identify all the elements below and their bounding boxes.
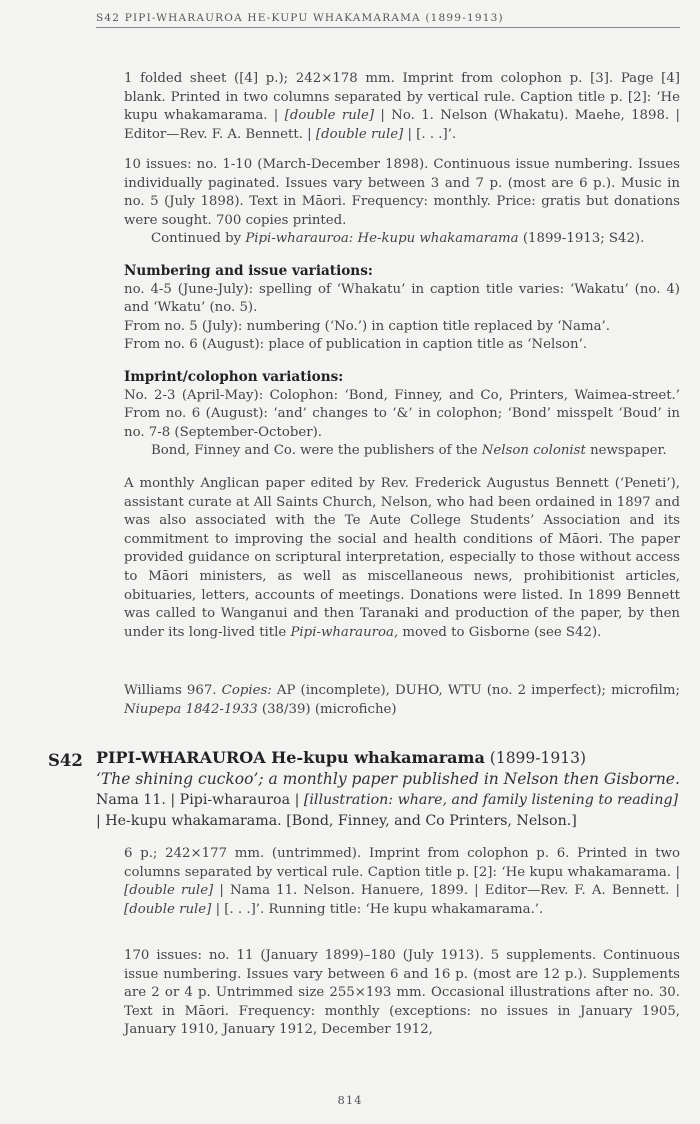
s41-references: Williams 967. Copies: AP (incomplete), DUHO, WTU (no. 2 imperfect); microfilm; Niupepa 1842-1933 (38/39) (microfiche) — [124, 683, 680, 717]
s41-issues: 10 issues: no. 1-10 (March-December 1898). Continuous issue numbering. Issues individually paginated. Issues vary between 3 and 7 p. (most are 6 p.). Music in no. 5 (July 1898). Text in Māori. Frequency: monthly. Price: gratis but donations were sought. 700 copies printed. — [124, 157, 680, 228]
s41-imprint-block — [124, 368, 680, 461]
s42-issues: 170 issues: no. 11 (January 1899)–180 (July 1913). 5 supplements. Continuous issue numbering. Issues vary between 6 and 16 p. (most are 12 p.). Supplements are 2 or 4 p. Untrimmed size 255×193 mm. Occasional illustrations after no. 30. Text in Māori. Frequency: monthly (exceptions: no issues in January 1905, January 1910, January 1912, December 1912, — [124, 948, 680, 1038]
s41-physical-description — [124, 70, 680, 144]
s41-note-title: Pipi-wharauroa — [290, 624, 394, 640]
imprint-heading: Imprint/colophon variations: — [124, 369, 344, 385]
s41-numbering-block — [124, 262, 680, 355]
numbering-item: no. 4-5 (June-July): spelling of ‘Whakatu’ in caption title varies: ‘Wakatu’ (no. 4) and ‘Wkatu’ (no. 5). — [124, 281, 680, 316]
entry-dates: (1899-1913) — [489, 749, 587, 767]
s41-continued-title: Pipi-wharauroa: He-kupu whakamarama — [245, 231, 519, 247]
s41-physical-a: 1 folded sheet ([4] p.); 242×178 mm. Imprint from colophon p. [3]. Page [4] blank. Printed in two columns separated by vertical rule. Caption title p. [2]: ‘He kupu whakamarama. | — [124, 71, 680, 124]
s41-issues-block — [124, 156, 680, 249]
s41-publishers-title: Nelson colonist — [481, 443, 586, 459]
imprint-item: No. 2-3 (April-May): Colophon: ‘Bond, Finney, and Co, Printers, Waimea-street.’ From no. 6 (August): ‘and’ changes to ‘&’ in colophon; ‘Bond’ misspelt ‘Boud’ in no. 7-8 (September-October). — [124, 387, 680, 440]
s42-issues-block — [124, 947, 680, 1040]
s41-physical-double-rule-1: [double rule] — [284, 108, 375, 124]
numbering-item: From no. 6 (August): place of publication in caption title as ‘Nelson’. — [124, 337, 588, 353]
s41-publishers-note: Bond, Finney and Co. were the publishers of the Nelson colonist newspaper. — [151, 443, 667, 459]
running-head: S42 PIPI-WHARAUROA HE-KUPU WHAKAMARAMA (1899-1913) — [96, 12, 680, 28]
s42-physical-description: 6 p.; 242×177 mm. (untrimmed). Imprint from colophon p. 6. Printed in two columns separated by vertical rule. Caption title p. [2]: ‘He kupu whakamarama. | [double rule] | Nama 11. Nelson. Hanuere, 1899. | Editor—Rev. F. A. Bennett. | [double rule] | [. . .]’. Running title: ‘He kupu whakamarama.’. — [124, 846, 680, 917]
s42-entry-heading — [96, 747, 680, 832]
s42-physical-double-rule-1: [double rule] — [124, 883, 214, 899]
entry-title: PIPI-WHARAUROA He-kupu whakamarama — [96, 748, 485, 767]
niupepa-title: Niupepa 1842-1933 — [124, 701, 258, 717]
entry-number: S42 — [48, 751, 83, 770]
page-number: 814 — [337, 1093, 363, 1107]
entry-title-description: Nama 11. | Pipi-wharauroa | [illustration: whare, and family listening to reading] | He-kupu whakamarama. [Bond, Finney, and Co Printers, Nelson.] — [96, 792, 679, 829]
copies-label: Copies: — [221, 683, 272, 698]
s41-continued-by: Continued by Pipi-wharauroa: He-kupu whakamarama (1899-1913; S42). — [151, 231, 645, 247]
s41-historical-note: A monthly Anglican paper edited by Rev. Frederick Augustus Bennett (‘Peneti’), assistant curate at All Saints Church, Nelson, who had been ordained in 1897 and was also associated with the Te Aute College Students’ Association and its commitment to improving the social and health conditions of Māori. The paper provided guidance on scriptural interpretation, especially to those without access to Māori ministers, as well as miscellaneous news, prohibitionist articles, obituaries, letters, accounts of meetings. Donations were listed. In 1899 Bennett was called to Wanganui and then Taranaki and production of the paper, by then under its long-lived title Pipi-wharauroa, moved to Gisborne (see S42). — [124, 476, 680, 640]
illustration-note: [illustration: whare, and family listening to reading] — [303, 792, 679, 808]
s42-physical-double-rule-2: [double rule] — [124, 901, 212, 917]
numbering-heading: Numbering and issue variations: — [124, 263, 373, 279]
numbering-item: From no. 5 (July): numbering (‘No.’) in caption title replaced by ‘Nama’. — [124, 318, 610, 334]
s41-physical-double-rule-2: [double rule] — [315, 126, 404, 142]
s41-physical-b: | No. 1. Nelson (Whakatu). Maehe, 1898. | Editor—Rev. F. A. Bennett. | — [124, 108, 680, 142]
entry-tagline: ‘The shining cuckoo’; a monthly paper published in Nelson then Gisborne. — [96, 770, 680, 788]
s41-physical-c: | [. . .]’. — [403, 126, 457, 142]
